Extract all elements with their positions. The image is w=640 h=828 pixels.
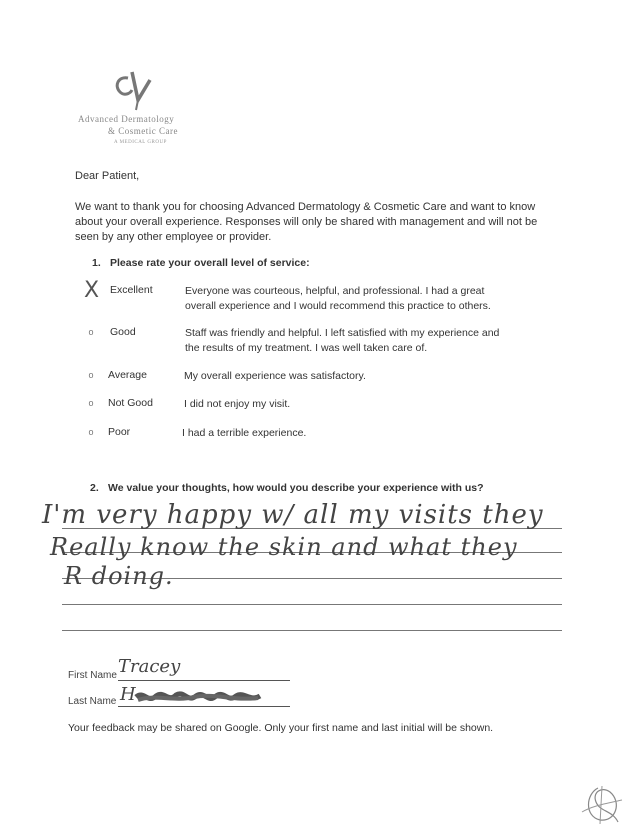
logo-text-line1: Advanced Dermatology bbox=[78, 114, 175, 124]
first-name-label: First Name bbox=[68, 670, 117, 681]
radio-circle-icon[interactable]: o bbox=[88, 427, 94, 437]
handwritten-initials-icon bbox=[578, 782, 626, 826]
radio-circle-icon[interactable]: o bbox=[88, 370, 94, 380]
question-2-title bbox=[90, 482, 484, 494]
last-name-label: Last Name bbox=[68, 696, 117, 707]
option-label: Good bbox=[110, 326, 136, 338]
x-check-mark-icon[interactable]: X bbox=[84, 278, 100, 303]
option-description: I had a terrible experience. bbox=[182, 427, 307, 439]
footer-note: Your feedback may be shared on Google. Only your first name and last initial will be shown. bbox=[68, 722, 494, 734]
option-label: Average bbox=[108, 369, 147, 381]
last-name-line bbox=[118, 706, 290, 707]
radio-circle-icon[interactable]: o bbox=[88, 327, 94, 337]
handwritten-answer-line-3: R doing. bbox=[64, 562, 174, 590]
last-name-field[interactable]: H bbox=[120, 684, 136, 705]
question-2-text: We value your thoughts, how would you describe your experience with us? bbox=[108, 482, 484, 494]
logo-text-line3: A MEDICAL GROUP bbox=[114, 140, 167, 145]
question-1-text: Please rate your overall level of service: bbox=[110, 257, 310, 269]
greeting: Dear Patient, bbox=[75, 170, 140, 182]
option-description: My overall experience was satisfactory. bbox=[184, 370, 366, 382]
option-label: Not Good bbox=[108, 397, 153, 409]
logo-text-line2: & Cosmetic Care bbox=[108, 126, 178, 136]
option-label: Excellent bbox=[110, 284, 153, 296]
handwritten-answer-line-2: Really know the skin and what they bbox=[50, 533, 518, 561]
first-name-line bbox=[118, 680, 290, 681]
question-1-number: 1. bbox=[92, 257, 101, 269]
answer-line bbox=[62, 604, 562, 605]
logo-mark-icon bbox=[108, 70, 158, 112]
option-description: Staff was friendly and helpful. I left satisfied with my experience and the results of my treatment. I was well taken care of. bbox=[185, 327, 500, 354]
intro-paragraph: We want to thank you for choosing Advanced Dermatology & Cosmetic Care and want to know about your overall experience. Responses will only be shared with management and will not be seen by any other employee or provider. bbox=[75, 201, 538, 243]
first-name-field[interactable]: Tracey bbox=[118, 656, 181, 677]
question-2-number: 2. bbox=[90, 482, 99, 494]
answer-line bbox=[62, 630, 562, 631]
option-description: Everyone was courteous, helpful, and professional. I had a great overall experience and I would recommend this practice to others. bbox=[185, 285, 491, 312]
redaction-scribble-icon bbox=[134, 688, 262, 706]
option-label: Poor bbox=[108, 426, 131, 438]
handwritten-answer-line-1: I'm very happy w/ all my visits they bbox=[42, 500, 544, 530]
question-1-title bbox=[92, 257, 310, 269]
option-description: I did not enjoy my visit. bbox=[184, 398, 291, 410]
radio-circle-icon[interactable]: o bbox=[88, 398, 94, 408]
